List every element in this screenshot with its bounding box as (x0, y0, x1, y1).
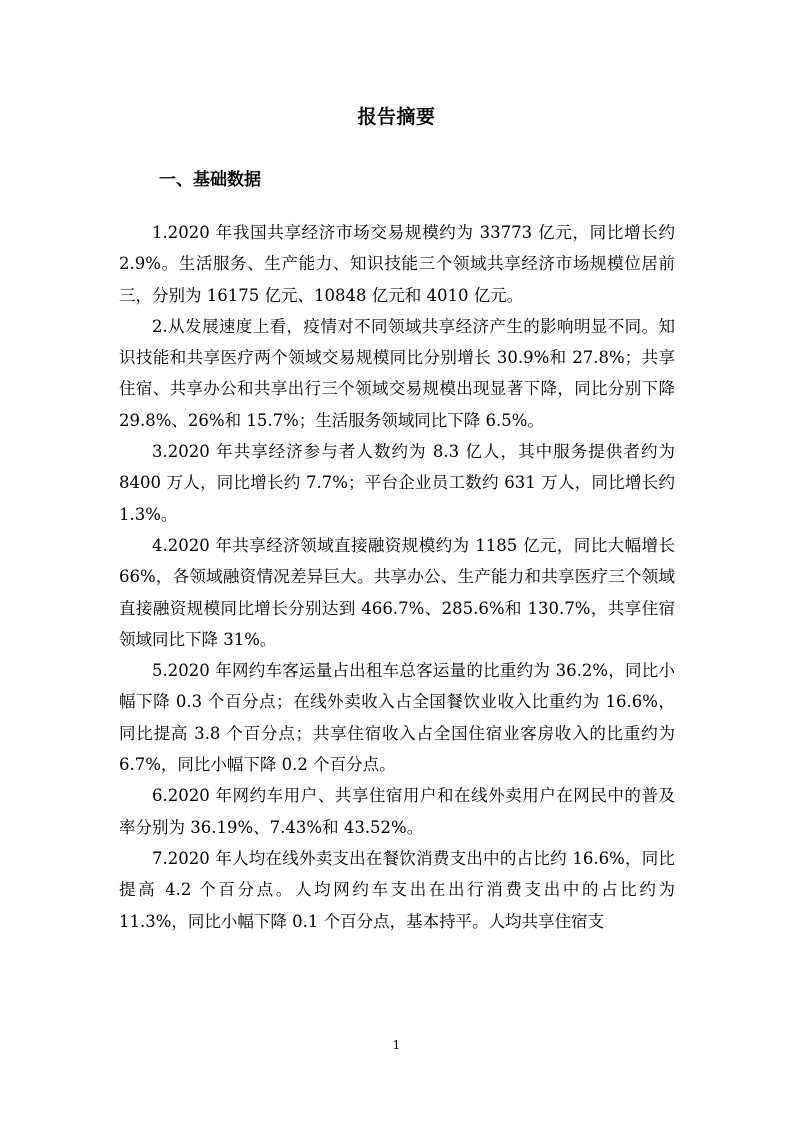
paragraph-2: 2.从发展速度上看，疫情对不同领域共享经济产生的影响明显不同。知识技能和共享医疗两个领域交易规模同比分别增长 30.9%和 27.8%；共享住宿、共享办公和共享出行三个领域交易规模出现显著下降，同比分别下降 29.8%、26%和 15.7%；生活服务领域同比下降 6.5%。 (119, 316, 675, 430)
paragraph-4: 4.2020 年共享经济领域直接融资规模约为 1185 亿元，同比大幅增长 66%，各领域融资情况差异巨大。共享办公、生产能力和共享医疗三个领域直接融资规模同比增长分别达到 466.7%、285.6%和 130.7%，共享住宿领域同比下降 31%。 (119, 535, 675, 649)
report-title: 报告摘要 (357, 106, 436, 128)
paragraph-6: 6.2020 年网约车用户、共享住宿用户和在线外卖用户在网民中的普及率分别为 36.19%、7.43%和 43.52%。 (119, 786, 675, 837)
paragraph-7: 7.2020 年人均在线外卖支出在餐饮消费支出中的占比约 16.6%，同比提高 4.2 个百分点。人均网约车支出在出行消费支出中的占比约为 11.3%，同比小幅下降 0.1 个百分点，基本持平。人均共享住宿支 (119, 848, 675, 931)
paragraph-5: 5.2020 年网约车客运量占出租车总客运量的比重约为 36.2%，同比小幅下降 0.3 个百分点；在线外卖收入占全国餐饮业收入比重约为 16.6%，同比提高 3.8 个百分点；共享住宿收入占全国住宿业客房收入的比重约为 6.7%，同比小幅下降 0.2 个百分点。 (119, 661, 675, 775)
paragraph-3: 3.2020 年共享经济参与者人数约为 8.3 亿人，其中服务提供者约为 8400 万人，同比增长约 7.7%；平台企业员工数约 631 万人，同比增长约 1.3%。 (119, 442, 675, 524)
section-heading-basic-data: 一、基础数据 (159, 170, 261, 190)
page-number: 1 (392, 1038, 401, 1052)
body-text (119, 217, 675, 937)
paragraph-1: 1.2020 年我国共享经济市场交易规模约为 33773 亿元，同比增长约 2.9%。生活服务、生产能力、知识技能三个领域共享经济市场规模位居前三，分别为 16175 亿元、10848 亿元和 4010 亿元。 (119, 223, 675, 305)
